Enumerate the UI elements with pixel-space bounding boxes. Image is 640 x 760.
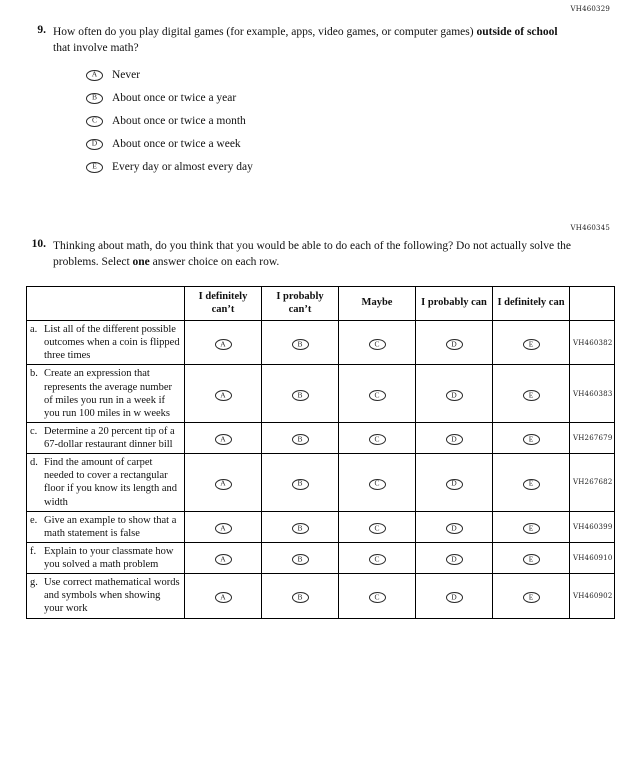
row-e-bubble-e[interactable] [523, 523, 540, 534]
row-a-bubble-c[interactable] [369, 339, 386, 350]
row-statement: Use correct mathematical words and symbols when showing your work [44, 577, 180, 615]
answer-cell [493, 422, 570, 453]
row-c-bubble-c[interactable] [369, 434, 386, 445]
bubble-letter: A [91, 69, 98, 79]
answer-cell [493, 542, 570, 573]
answer-cell [339, 542, 416, 573]
row-code: VH460383 [570, 365, 615, 423]
question-10-table [26, 286, 615, 619]
row-statement: Find the amount of carpet needed to cover a rectangular floor if you know its length and width [44, 457, 177, 508]
bubble-letter: D [451, 554, 457, 564]
row-statement: Give an example to show that a math statement is false [44, 514, 177, 539]
row-f-bubble-a[interactable] [215, 554, 232, 565]
row-g-bubble-e[interactable] [523, 592, 540, 603]
bubble-letter: D [451, 592, 457, 602]
statement-cell [27, 365, 185, 423]
header-probably-can: I probably can [416, 287, 493, 321]
question-10-text [53, 238, 573, 270]
bubble-letter: A [220, 390, 226, 400]
answer-cell [339, 422, 416, 453]
bubble-letter: D [451, 478, 457, 488]
row-g-bubble-b[interactable] [292, 592, 309, 603]
row-e-bubble-b[interactable] [292, 523, 309, 534]
answer-cell [339, 574, 416, 618]
statement-cell [27, 574, 185, 618]
row-letter: c. [30, 425, 38, 437]
answer-cell [185, 454, 262, 512]
bubble-letter: C [91, 115, 97, 125]
option-bubble-e[interactable] [86, 162, 103, 173]
answer-cell [416, 454, 493, 512]
row-g-bubble-a[interactable] [215, 592, 232, 603]
option-once-twice-week[interactable] [86, 137, 614, 151]
bubble-letter: C [374, 523, 380, 533]
table-row-a [27, 321, 615, 365]
answer-cell [339, 365, 416, 423]
option-label: About once or twice a month [112, 115, 246, 128]
row-b-bubble-e[interactable] [523, 390, 540, 401]
bubble-letter: A [220, 339, 226, 349]
bubble-letter: E [528, 523, 534, 533]
statement-cell [27, 454, 185, 512]
row-code: VH460910 [570, 542, 615, 573]
answer-cell [339, 511, 416, 542]
bubble-letter: D [451, 390, 457, 400]
question-9 [26, 24, 614, 174]
page-accession-code: VH460329 [570, 5, 610, 13]
table-row-b [27, 365, 615, 423]
row-e-bubble-a[interactable] [215, 523, 232, 534]
row-d-bubble-b[interactable] [292, 479, 309, 490]
option-never[interactable] [86, 68, 614, 82]
option-label: About once or twice a year [112, 92, 237, 105]
row-b-bubble-a[interactable] [215, 390, 232, 401]
bubble-letter: E [528, 390, 534, 400]
row-code: VH267682 [570, 454, 615, 512]
question-9-options [86, 68, 614, 174]
statement-cell [27, 542, 185, 573]
header-empty [27, 287, 185, 321]
bubble-letter: A [220, 523, 226, 533]
answer-cell [416, 365, 493, 423]
row-f-bubble-d[interactable] [446, 554, 463, 565]
question-9-number: 9. [37, 24, 46, 36]
bubble-letter: E [528, 434, 534, 444]
table-row-c [27, 422, 615, 453]
row-b-bubble-b[interactable] [292, 390, 309, 401]
option-bubble-d[interactable] [86, 139, 103, 150]
option-label: Never [112, 69, 141, 82]
answer-cell [262, 454, 339, 512]
row-f-bubble-e[interactable] [523, 554, 540, 565]
bubble-letter: B [297, 339, 303, 349]
bubble-letter: B [297, 554, 303, 564]
row-e-bubble-c[interactable] [369, 523, 386, 534]
row-code: VH460399 [570, 511, 615, 542]
row-statement: Determine a 20 percent tip of a 67-dollar restaurant dinner bill [44, 425, 175, 450]
row-code: VH460382 [570, 321, 615, 365]
row-g-bubble-d[interactable] [446, 592, 463, 603]
option-once-twice-month[interactable] [86, 114, 614, 128]
row-c-bubble-d[interactable] [446, 434, 463, 445]
answer-cell [185, 365, 262, 423]
option-bubble-b[interactable] [86, 93, 103, 104]
question-10-number: 10. [31, 238, 46, 250]
question-10-text-before: Thinking about math, do you think that you would be able to do each of the following? Do not actually solve the problems. Select [53, 240, 572, 269]
bubble-letter: B [91, 92, 97, 102]
bubble-letter: A [220, 554, 226, 564]
statement-cell [27, 422, 185, 453]
row-letter: g. [30, 577, 38, 589]
row-g-bubble-c[interactable] [369, 592, 386, 603]
bubble-letter: D [451, 339, 457, 349]
row-letter: d. [30, 457, 38, 469]
answer-cell [185, 542, 262, 573]
header-probably-cant: I probably can’t [262, 287, 339, 321]
bubble-letter: D [451, 434, 457, 444]
option-bubble-c[interactable] [86, 116, 103, 127]
bubble-letter: B [297, 523, 303, 533]
question-10-text-bold: one [132, 256, 150, 269]
row-d-bubble-e[interactable] [523, 479, 540, 490]
answer-cell [416, 422, 493, 453]
row-b-bubble-d[interactable] [446, 390, 463, 401]
answer-cell [185, 422, 262, 453]
row-statement: Explain to your classmate how you solved a math problem [44, 545, 174, 570]
answer-cell [493, 321, 570, 365]
answer-cell [493, 574, 570, 618]
question-9-text-before: How often do you play digital games (for example, apps, video games, or computer games) [53, 26, 477, 38]
answer-cell [262, 422, 339, 453]
header-code-empty [570, 287, 615, 321]
answer-cell [262, 365, 339, 423]
option-label: About once or twice a week [112, 138, 241, 151]
option-bubble-a[interactable] [86, 70, 103, 81]
row-b-bubble-c[interactable] [369, 390, 386, 401]
bubble-letter: C [374, 592, 380, 602]
option-once-twice-year[interactable] [86, 91, 614, 105]
answer-cell [185, 511, 262, 542]
bubble-letter: C [374, 390, 380, 400]
bubble-letter: C [374, 339, 380, 349]
row-d-bubble-d[interactable] [446, 479, 463, 490]
bubble-letter: B [297, 390, 303, 400]
question-10-accession-code: VH460345 [570, 224, 610, 232]
row-code: VH460902 [570, 574, 615, 618]
bubble-letter: E [528, 339, 534, 349]
row-d-bubble-c[interactable] [369, 479, 386, 490]
row-letter: b. [30, 368, 38, 380]
question-9-text [53, 24, 573, 56]
row-statement: List all of the different possible outcomes when a coin is flipped three times [44, 324, 180, 362]
answer-cell [262, 574, 339, 618]
answer-cell [185, 574, 262, 618]
answer-cell [262, 542, 339, 573]
row-letter: a. [30, 324, 38, 335]
bubble-letter: E [528, 592, 534, 602]
answer-cell [416, 321, 493, 365]
row-c-bubble-b[interactable] [292, 434, 309, 445]
statement-cell [27, 321, 185, 365]
question-10 [26, 238, 614, 270]
option-label: Every day or almost every day [112, 161, 253, 174]
row-statement: Create an expression that represents the average number of miles you run in a week if you run 100 miles in w weeks [44, 368, 172, 419]
row-a-bubble-a[interactable] [215, 339, 232, 350]
bubble-letter: E [528, 554, 534, 564]
bubble-letter: A [220, 592, 226, 602]
header-definitely-cant: I definitely can’t [185, 287, 262, 321]
answer-cell [185, 321, 262, 365]
answer-cell [416, 574, 493, 618]
table-header-row [27, 287, 615, 321]
bubble-letter: C [374, 554, 380, 564]
question-10-table-wrap [26, 286, 615, 619]
answer-cell [493, 454, 570, 512]
bubble-letter: D [91, 138, 98, 148]
row-letter: f. [30, 545, 37, 557]
bubble-letter: E [528, 478, 534, 488]
answer-cell [339, 454, 416, 512]
question-10-text-after: answer choice on each row. [149, 256, 280, 269]
bubble-letter: C [374, 478, 380, 488]
bubble-letter: E [92, 161, 97, 171]
row-f-bubble-c[interactable] [369, 554, 386, 565]
bubble-letter: D [451, 523, 457, 533]
row-c-bubble-e[interactable] [523, 434, 540, 445]
question-9-text-bold: outside of school [476, 26, 558, 38]
row-e-bubble-d[interactable] [446, 523, 463, 534]
bubble-letter: B [297, 592, 303, 602]
row-letter: e. [30, 514, 38, 526]
table-row-f [27, 542, 615, 573]
answer-cell [262, 511, 339, 542]
header-definitely-can: I definitely can [493, 287, 570, 321]
row-d-bubble-a[interactable] [215, 479, 232, 490]
row-a-bubble-b[interactable] [292, 339, 309, 350]
answer-cell [339, 321, 416, 365]
row-c-bubble-a[interactable] [215, 434, 232, 445]
bubble-letter: A [220, 434, 226, 444]
table-row-d [27, 454, 615, 512]
statement-cell [27, 511, 185, 542]
question-9-text-after: that involve math? [53, 42, 139, 55]
answer-cell [416, 542, 493, 573]
answer-cell [262, 321, 339, 365]
row-a-bubble-d[interactable] [446, 339, 463, 350]
bubble-letter: A [220, 478, 226, 488]
header-maybe: Maybe [339, 287, 416, 321]
row-f-bubble-b[interactable] [292, 554, 309, 565]
bubble-letter: B [297, 478, 303, 488]
answer-cell [493, 365, 570, 423]
row-a-bubble-e[interactable] [523, 339, 540, 350]
table-row-e [27, 511, 615, 542]
bubble-letter: B [297, 434, 303, 444]
bubble-letter: C [374, 434, 380, 444]
answer-cell [416, 511, 493, 542]
answer-cell [493, 511, 570, 542]
option-every-day[interactable] [86, 160, 614, 174]
table-row-g [27, 574, 615, 618]
row-code: VH267679 [570, 422, 615, 453]
